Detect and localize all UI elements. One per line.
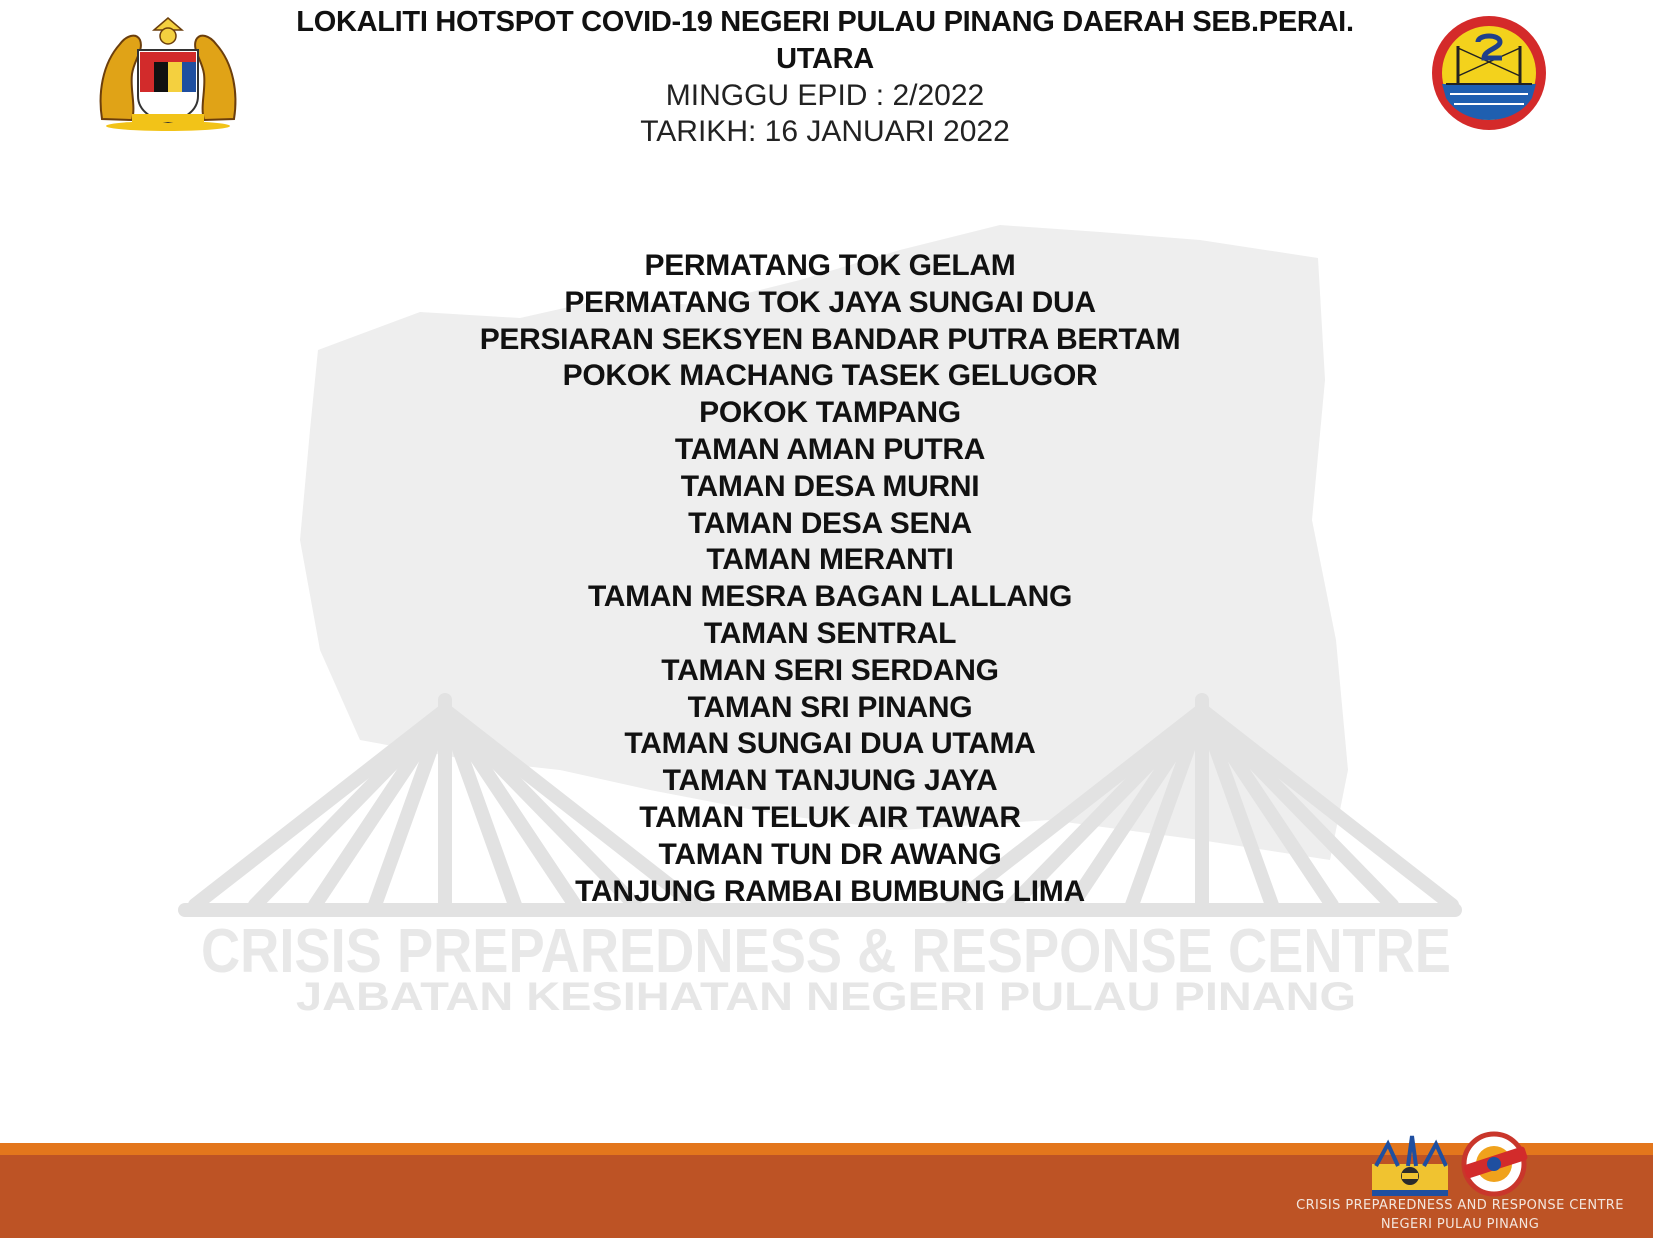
document-title-line1: LOKALITI HOTSPOT COVID-19 NEGERI PULAU PINANG DAERAH SEB.PERAI. [296, 6, 1354, 38]
locality-item: POKOK TAMPANG [699, 396, 961, 430]
watermark-line1: CRISIS PREPAREDNESS & RESPONSE CENTRE [201, 917, 1451, 986]
locality-item: TAMAN MERANTI [706, 543, 954, 577]
footer-caption [1270, 1196, 1650, 1234]
report-date: TARIKH: 16 JANUARI 2022 [640, 115, 1010, 148]
epid-week: MINGGU EPID : 2/2022 [665, 79, 985, 112]
locality-item: TAMAN DESA MURNI [680, 469, 980, 503]
document-title-line2: UTARA [776, 43, 874, 75]
locality-item: TAMAN SERI SERDANG [661, 653, 999, 687]
locality-item: TAMAN MESRA BAGAN LALLANG [587, 580, 1073, 614]
locality-item: TAMAN DESA SENA [688, 506, 972, 540]
footer-logos [1368, 1130, 1538, 1202]
watermark-line2: JABATAN KESIHATAN NEGERI PULAU PINANG [296, 975, 1356, 1019]
penang-state-emblem-icon [1428, 14, 1550, 132]
footer-line2: NEGERI PULAU PINANG [1380, 1217, 1540, 1232]
locality-item: TANJUNG RAMBAI BUMBUNG LIMA [575, 874, 1085, 908]
locality-item: TAMAN SUNGAI DUA UTAMA [624, 727, 1036, 761]
locality-item: TAMAN SENTRAL [703, 616, 957, 650]
footer-line1: CRISIS PREPAREDNESS AND RESPONSE CENTRE [1296, 1198, 1624, 1213]
locality-item: PERMATANG TOK GELAM [644, 249, 1016, 282]
locality-item: PERMATANG TOK JAYA SUNGAI DUA [564, 285, 1096, 319]
malaysia-coat-of-arms-icon [92, 14, 244, 132]
document-header [270, 4, 1380, 150]
penang-lawan-covid-19-logo-icon [1463, 1134, 1528, 1194]
cprc-logo-icon [1372, 1136, 1448, 1196]
locality-item: TAMAN AMAN PUTRA [674, 432, 986, 466]
locality-item: TAMAN TANJUNG JAYA [662, 764, 998, 798]
locality-item: POKOK MACHANG TASEK GELUGOR [562, 359, 1098, 393]
locality-item: TAMAN SRI PINANG [687, 690, 973, 724]
locality-list [380, 248, 1280, 910]
locality-item: PERSIARAN SEKSYEN BANDAR PUTRA BERTAM [479, 322, 1181, 356]
locality-item: TAMAN TELUK AIR TAWAR [639, 800, 1021, 834]
locality-item: TAMAN TUN DR AWANG [658, 837, 1002, 871]
